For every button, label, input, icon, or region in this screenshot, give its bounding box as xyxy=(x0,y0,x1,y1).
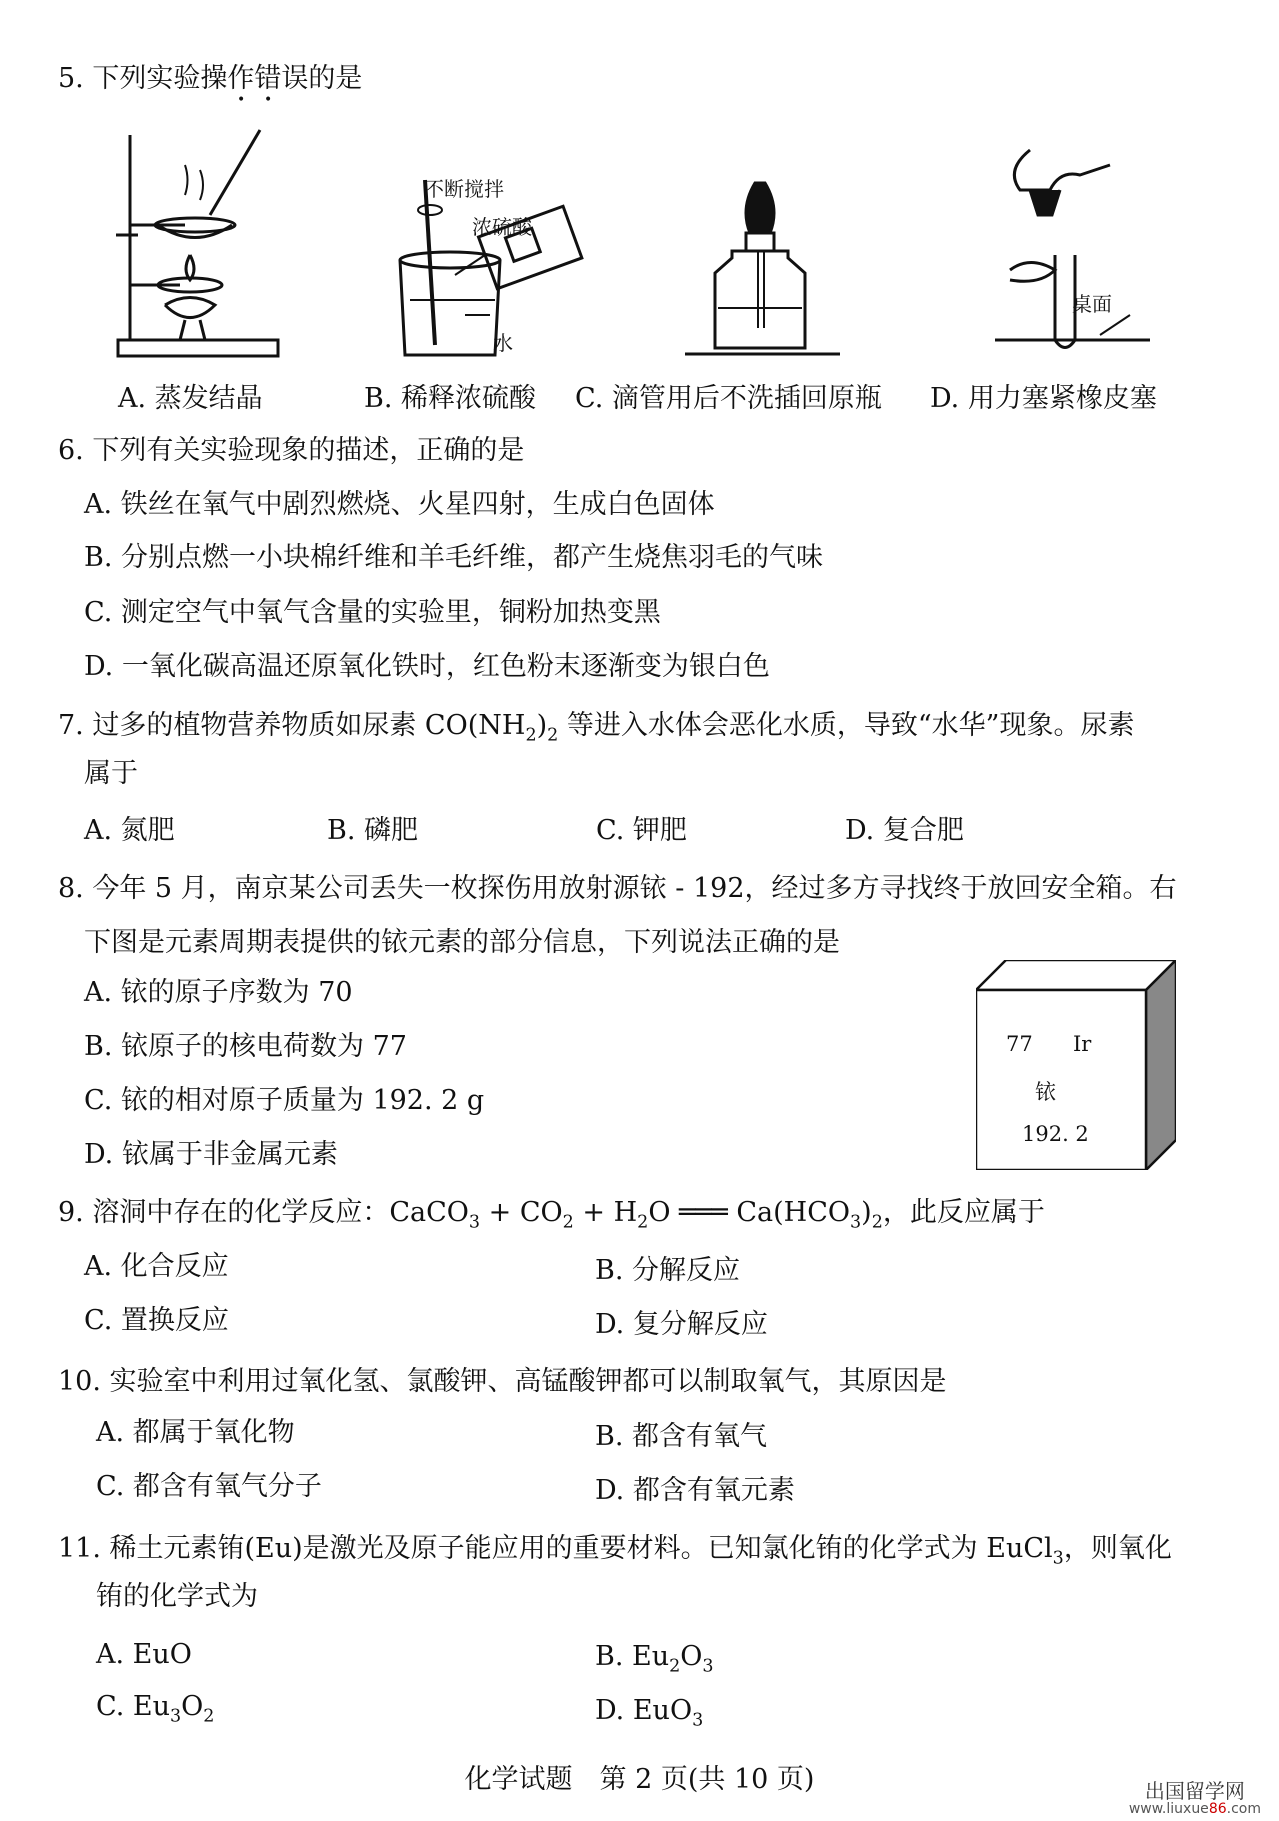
q5-option-b: B. 稀释浓硫酸 xyxy=(364,383,537,414)
emphasis-dot: • xyxy=(237,92,246,108)
label-stir: 不断搅拌 xyxy=(424,177,504,201)
q11-stem-2: 铕的化学式为 xyxy=(96,1581,258,1612)
q8-stem-2: 下图是元素周期表提供的铱元素的部分信息，下列说法正确的是 xyxy=(84,927,840,958)
q5-option-d: D. 用力塞紧橡皮塞 xyxy=(930,383,1157,414)
q9-option-d: D. 复分解反应 xyxy=(595,1309,768,1340)
q8-option-a: A. 铱的原子序数为 70 xyxy=(84,977,353,1008)
q9-option-a: A. 化合反应 xyxy=(84,1251,229,1282)
q10-option-c: C. 都含有氧气分子 xyxy=(96,1471,322,1502)
q7-option-a: A. 氮肥 xyxy=(84,815,175,846)
q7-stem: 7. 过多的植物营养物质如尿素 $CO(NH_2)_2$ 等进入水体会恶化水质，导致“水华”现象。尿素 xyxy=(58,710,1135,746)
q6-option-a: A. 铁丝在氧气中剧烈燃烧、火星四射，生成白色固体 xyxy=(84,489,715,520)
q9-option-c: C. 置换反应 xyxy=(84,1305,229,1336)
element-symbol: Ir xyxy=(1073,1032,1092,1056)
q9-stem: 9. 溶洞中存在的化学反应：CaCO$_3$ + $CO_2 + H_2O$ ═══ $Ca(HCO_3)_2$，此反应属于 xyxy=(58,1197,1045,1233)
element-mass: 192. 2 xyxy=(1022,1122,1089,1146)
q10-option-a: A. 都属于氧化物 xyxy=(96,1417,295,1448)
watermark-url: www.liuxue86.com xyxy=(1128,1801,1261,1817)
q7-option-b: B. 磷肥 xyxy=(327,815,419,846)
q5-stem: 5. 下列实验操作错误的是 xyxy=(58,63,363,94)
q11-option-b: B. $Eu_2O_3$ xyxy=(595,1641,714,1677)
q8-option-b: B. 铱原子的核电荷数为 77 xyxy=(84,1031,407,1062)
q6-option-c: C. 测定空气中氧气含量的实验里，铜粉加热变黑 xyxy=(84,597,661,628)
q6-stem: 6. 下列有关实验现象的描述，正确的是 xyxy=(58,435,525,466)
q7-option-c: C. 钾肥 xyxy=(596,815,687,846)
evaporation-figure xyxy=(110,125,290,360)
element-name: 铱 xyxy=(1035,1080,1056,1104)
q10-option-b: B. 都含有氧气 xyxy=(595,1421,768,1452)
stopper-figure xyxy=(990,145,1160,360)
element-atomic-number: 77 xyxy=(1006,1032,1033,1056)
q8-stem: 8. 今年 5 月，南京某公司丢失一枚探伤用放射源铱 - 192，经过多方寻找终于放回安全箱。右 xyxy=(58,873,1177,904)
q10-stem: 10. 实验室中利用过氧化氢、氯酸钾、高锰酸钾都可以制取氧气，其原因是 xyxy=(58,1366,947,1397)
emphasis-dot: • xyxy=(264,92,273,108)
label-water: 水 xyxy=(493,331,513,355)
q11-option-c: C. $Eu_3O_2$ xyxy=(96,1691,215,1727)
watermark-text: 出国留学网 xyxy=(1144,1779,1245,1803)
q5-option-c: C. 滴管用后不洗插回原瓶 xyxy=(575,383,882,414)
q5-option-a: A. 蒸发结晶 xyxy=(118,383,263,414)
q11-option-d: D. EuO$_3$ xyxy=(595,1695,704,1731)
q6-option-b: B. 分别点燃一小块棉纤维和羊毛纤维，都产生烧焦羽毛的气味 xyxy=(84,542,824,573)
q11-option-a: A. EuO xyxy=(96,1639,192,1670)
site-watermark xyxy=(1128,1779,1261,1818)
q10-option-d: D. 都含有氧元素 xyxy=(595,1475,795,1506)
label-desk: 桌面 xyxy=(1072,292,1112,316)
dropper-bottle-figure xyxy=(680,178,850,360)
q7-stem-2: 属于 xyxy=(84,758,138,789)
q8-option-d: D. 铱属于非金属元素 xyxy=(84,1139,338,1170)
label-concentrated-acid: 浓硫酸 xyxy=(472,215,532,239)
q7-option-d: D. 复合肥 xyxy=(845,815,964,846)
q8-option-c: C. 铱的相对原子质量为 192. 2 g xyxy=(84,1085,485,1116)
q6-option-d: D. 一氧化碳高温还原氧化铁时，红色粉末逐渐变为银白色 xyxy=(84,651,770,682)
page-footer: 化学试题 第 2 页(共 10 页) xyxy=(464,1764,815,1795)
q11-stem: 11. 稀土元素铕(Eu)是激光及原子能应用的重要材料。已知氯化铕的化学式为 EuCl$_3$，则氧化 xyxy=(58,1533,1172,1569)
q9-option-b: B. 分解反应 xyxy=(595,1255,741,1286)
